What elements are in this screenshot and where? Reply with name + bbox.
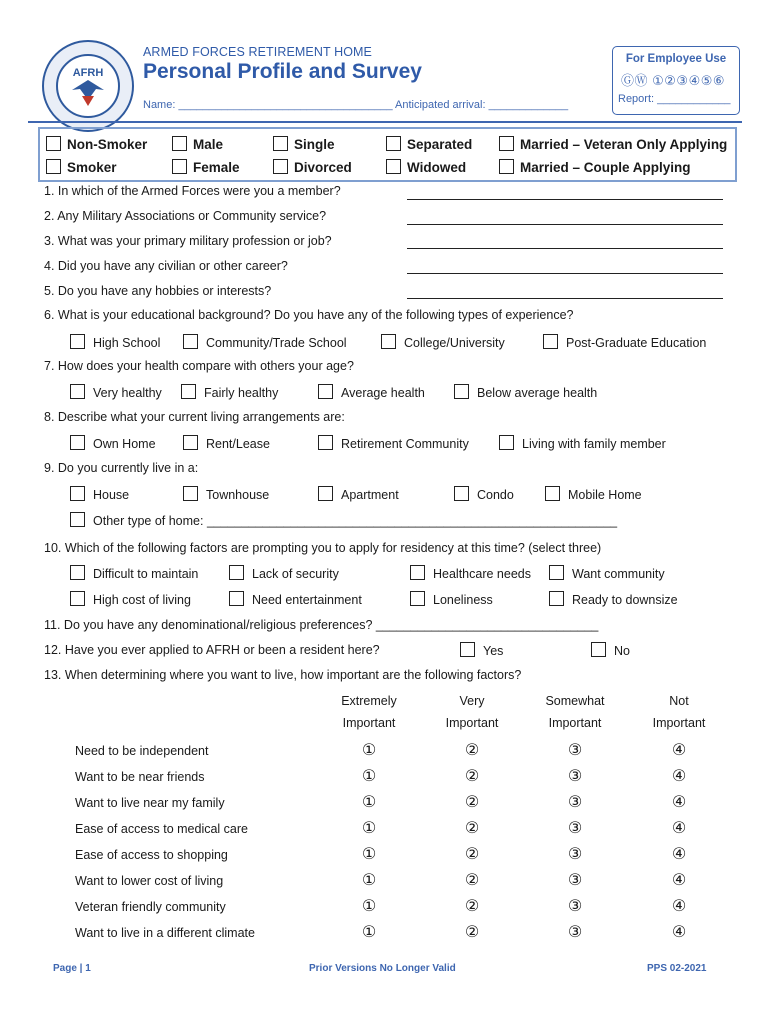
health-very-healthy[interactable]: Very healthy <box>70 384 162 400</box>
question-4: 4. Did you have any civilian or other career? <box>44 259 288 273</box>
checkbox[interactable] <box>410 565 425 580</box>
health-average[interactable]: Average health <box>318 384 425 400</box>
rating-option[interactable]: ④ <box>671 898 687 915</box>
rating-option[interactable]: ② <box>464 768 480 785</box>
answer-line-5[interactable] <box>407 298 723 299</box>
factor-high-cost[interactable]: High cost of living <box>70 591 191 607</box>
importance-row-label: Want to live in a different climate <box>75 926 255 940</box>
answer-line-4[interactable] <box>407 273 723 274</box>
rating-option[interactable]: ① <box>361 794 377 811</box>
residence-condo[interactable]: Condo <box>454 486 514 502</box>
checkbox[interactable] <box>181 384 196 399</box>
rating-option[interactable]: ① <box>361 872 377 889</box>
living-with-family[interactable]: Living with family member <box>499 435 666 451</box>
checkbox[interactable] <box>70 591 85 606</box>
header-not-important: Not Important <box>652 694 706 730</box>
checkbox[interactable] <box>318 486 333 501</box>
question-1: 1. In which of the Armed Forces were you a member? <box>44 184 341 198</box>
checkbox[interactable] <box>543 334 558 349</box>
divorced-option[interactable]: Divorced <box>273 159 352 175</box>
checkbox[interactable] <box>273 159 288 174</box>
female-option[interactable]: Female <box>172 159 240 175</box>
name-arrival-field[interactable]: Name: ___________________________________ Anticipated arrival: _____________ <box>143 99 569 111</box>
rating-option[interactable]: ③ <box>567 898 583 915</box>
checkbox[interactable] <box>172 136 187 151</box>
checkbox[interactable] <box>273 136 288 151</box>
rating-option[interactable]: ① <box>361 742 377 759</box>
eagle-icon <box>58 56 118 116</box>
importance-row-label: Want to live near my family <box>75 796 225 810</box>
checkbox[interactable] <box>591 642 606 657</box>
importance-row-label: Want to be near friends <box>75 770 205 784</box>
education-college[interactable]: College/University <box>381 334 505 350</box>
checkbox[interactable] <box>70 334 85 349</box>
checkbox[interactable] <box>46 159 61 174</box>
checkbox[interactable] <box>183 486 198 501</box>
rating-option[interactable]: ② <box>464 872 480 889</box>
checkbox[interactable] <box>460 642 475 657</box>
factor-lack-security[interactable]: Lack of security <box>229 565 339 581</box>
checkbox[interactable] <box>318 435 333 450</box>
residence-house[interactable]: House <box>70 486 129 502</box>
checkbox[interactable] <box>386 159 401 174</box>
header-extremely-important: Extremely Important <box>341 694 397 730</box>
footer-versions: Prior Versions No Longer Valid <box>309 963 456 974</box>
residence-mobile-home[interactable]: Mobile Home <box>545 486 642 502</box>
rating-option[interactable]: ④ <box>671 872 687 889</box>
importance-row-label: Veteran friendly community <box>75 900 226 914</box>
married-couple-option[interactable]: Married – Couple Applying <box>499 159 691 175</box>
question-6: 6. What is your educational background? Do you have any of the following types of experience? <box>44 308 574 322</box>
checkbox[interactable] <box>229 591 244 606</box>
checkbox[interactable] <box>70 435 85 450</box>
question-10: 10. Which of the following factors are prompting you to apply for residency at this time? (select three) <box>44 541 602 555</box>
rating-option[interactable]: ① <box>361 820 377 837</box>
rating-option[interactable]: ② <box>464 898 480 915</box>
applied-no[interactable]: No <box>591 642 630 658</box>
checkbox[interactable] <box>70 512 85 527</box>
checkbox[interactable] <box>183 334 198 349</box>
rating-option[interactable]: ③ <box>567 924 583 941</box>
smoker-option[interactable]: Smoker <box>46 159 117 175</box>
rating-option[interactable]: ① <box>361 924 377 941</box>
checkbox[interactable] <box>410 591 425 606</box>
rating-option[interactable]: ④ <box>671 768 687 785</box>
living-own-home[interactable]: Own Home <box>70 435 156 451</box>
rating-option[interactable]: ② <box>464 794 480 811</box>
residence-other[interactable]: Other type of home: ___________________________________________________________ <box>70 512 617 528</box>
rating-option[interactable]: ③ <box>567 872 583 889</box>
rating-option[interactable]: ① <box>361 898 377 915</box>
applied-yes[interactable]: Yes <box>460 642 503 658</box>
factor-ready-downsize[interactable]: Ready to downsize <box>549 591 678 607</box>
header-divider <box>28 121 742 123</box>
education-high-school[interactable]: High School <box>70 334 160 350</box>
checkbox[interactable] <box>549 591 564 606</box>
answer-line-1[interactable] <box>407 199 723 200</box>
checkbox[interactable] <box>70 384 85 399</box>
org-name: ARMED FORCES RETIREMENT HOME <box>143 45 372 59</box>
rating-option[interactable]: ③ <box>567 742 583 759</box>
report-field[interactable]: Report: ____________ <box>618 93 731 105</box>
living-retirement-community[interactable]: Retirement Community <box>318 435 469 451</box>
factor-need-entertainment[interactable]: Need entertainment <box>229 591 362 607</box>
checkbox[interactable] <box>70 565 85 580</box>
afrh-logo-center <box>56 54 120 118</box>
rating-option[interactable]: ④ <box>671 924 687 941</box>
factor-want-community[interactable]: Want community <box>549 565 665 581</box>
answer-line-2[interactable] <box>407 224 723 225</box>
checkbox[interactable] <box>229 565 244 580</box>
footer-page: Page | 1 <box>53 963 91 974</box>
header-very-important: Very Important <box>445 694 499 730</box>
question-7: 7. How does your health compare with others your age? <box>44 359 354 373</box>
rating-option[interactable]: ④ <box>671 794 687 811</box>
rating-option[interactable]: ④ <box>671 846 687 863</box>
checkbox[interactable] <box>386 136 401 151</box>
question-8: 8. Describe what your current living arrangements are: <box>44 410 345 424</box>
married-veteran-option[interactable]: Married – Veteran Only Applying <box>499 136 727 152</box>
non-smoker-option[interactable]: Non-Smoker <box>46 136 147 152</box>
rating-option[interactable]: ① <box>361 768 377 785</box>
separated-option[interactable]: Separated <box>386 136 472 152</box>
employee-codes: ⒼⓌ ①②③④⑤⑥ <box>621 73 726 88</box>
rating-option[interactable]: ③ <box>567 846 583 863</box>
male-option[interactable]: Male <box>172 136 223 152</box>
checkbox[interactable] <box>172 159 187 174</box>
rating-option[interactable]: ② <box>464 742 480 759</box>
single-option[interactable]: Single <box>273 136 335 152</box>
education-post-graduate[interactable]: Post-Graduate Education <box>543 334 706 350</box>
importance-row-label: Need to be independent <box>75 744 209 758</box>
factor-healthcare-needs[interactable]: Healthcare needs <box>410 565 531 581</box>
svg-text:AFRH: AFRH <box>72 67 104 79</box>
question-13: 13. When determining where you want to live, how important are the following factors? <box>44 668 522 682</box>
rating-option[interactable]: ① <box>361 846 377 863</box>
health-below-average[interactable]: Below average health <box>454 384 597 400</box>
health-fairly-healthy[interactable]: Fairly healthy <box>181 384 278 400</box>
checkbox[interactable] <box>70 486 85 501</box>
checkbox[interactable] <box>183 435 198 450</box>
rating-option[interactable]: ④ <box>671 820 687 837</box>
footer-code: PPS 02-2021 <box>647 963 707 974</box>
importance-row-label: Want to lower cost of living <box>75 874 224 888</box>
education-trade-school[interactable]: Community/Trade School <box>183 334 347 350</box>
factor-difficult-maintain[interactable]: Difficult to maintain <box>70 565 198 581</box>
page-title: Personal Profile and Survey <box>143 60 422 83</box>
checkbox[interactable] <box>549 565 564 580</box>
rating-option[interactable]: ④ <box>671 742 687 759</box>
importance-row-label: Ease of access to shopping <box>75 848 228 862</box>
header-somewhat-important: Somewhat Important <box>545 694 605 730</box>
answer-line-3[interactable] <box>407 248 723 249</box>
question-12: 12. Have you ever applied to AFRH or been a resident here? <box>44 643 380 657</box>
question-5: 5. Do you have any hobbies or interests? <box>44 284 272 298</box>
employee-use-title: For Employee Use <box>625 53 727 65</box>
rating-option[interactable]: ② <box>464 924 480 941</box>
rating-option[interactable]: ② <box>464 820 480 837</box>
rating-option[interactable]: ③ <box>567 768 583 785</box>
checkbox[interactable] <box>454 486 469 501</box>
checkbox[interactable] <box>499 435 514 450</box>
checkbox[interactable] <box>545 486 560 501</box>
checkbox[interactable] <box>499 159 514 174</box>
question-3: 3. What was your primary military profession or job? <box>44 234 332 248</box>
checkbox[interactable] <box>454 384 469 399</box>
question-9: 9. Do you currently live in a: <box>44 461 199 475</box>
question-11: 11. Do you have any denominational/religious preferences? ________________________________ <box>44 618 599 632</box>
checkbox[interactable] <box>318 384 333 399</box>
rating-option[interactable]: ③ <box>567 820 583 837</box>
residence-apartment[interactable]: Apartment <box>318 486 399 502</box>
rating-option[interactable]: ③ <box>567 794 583 811</box>
rating-option[interactable]: ② <box>464 846 480 863</box>
question-2: 2. Any Military Associations or Community service? <box>44 209 327 223</box>
residence-townhouse[interactable]: Townhouse <box>183 486 269 502</box>
importance-row-label: Ease of access to medical care <box>75 822 248 836</box>
widowed-option[interactable]: Widowed <box>386 159 466 175</box>
factor-loneliness[interactable]: Loneliness <box>410 591 493 607</box>
checkbox[interactable] <box>499 136 514 151</box>
checkbox[interactable] <box>46 136 61 151</box>
living-rent-lease[interactable]: Rent/Lease <box>183 435 270 451</box>
checkbox[interactable] <box>381 334 396 349</box>
